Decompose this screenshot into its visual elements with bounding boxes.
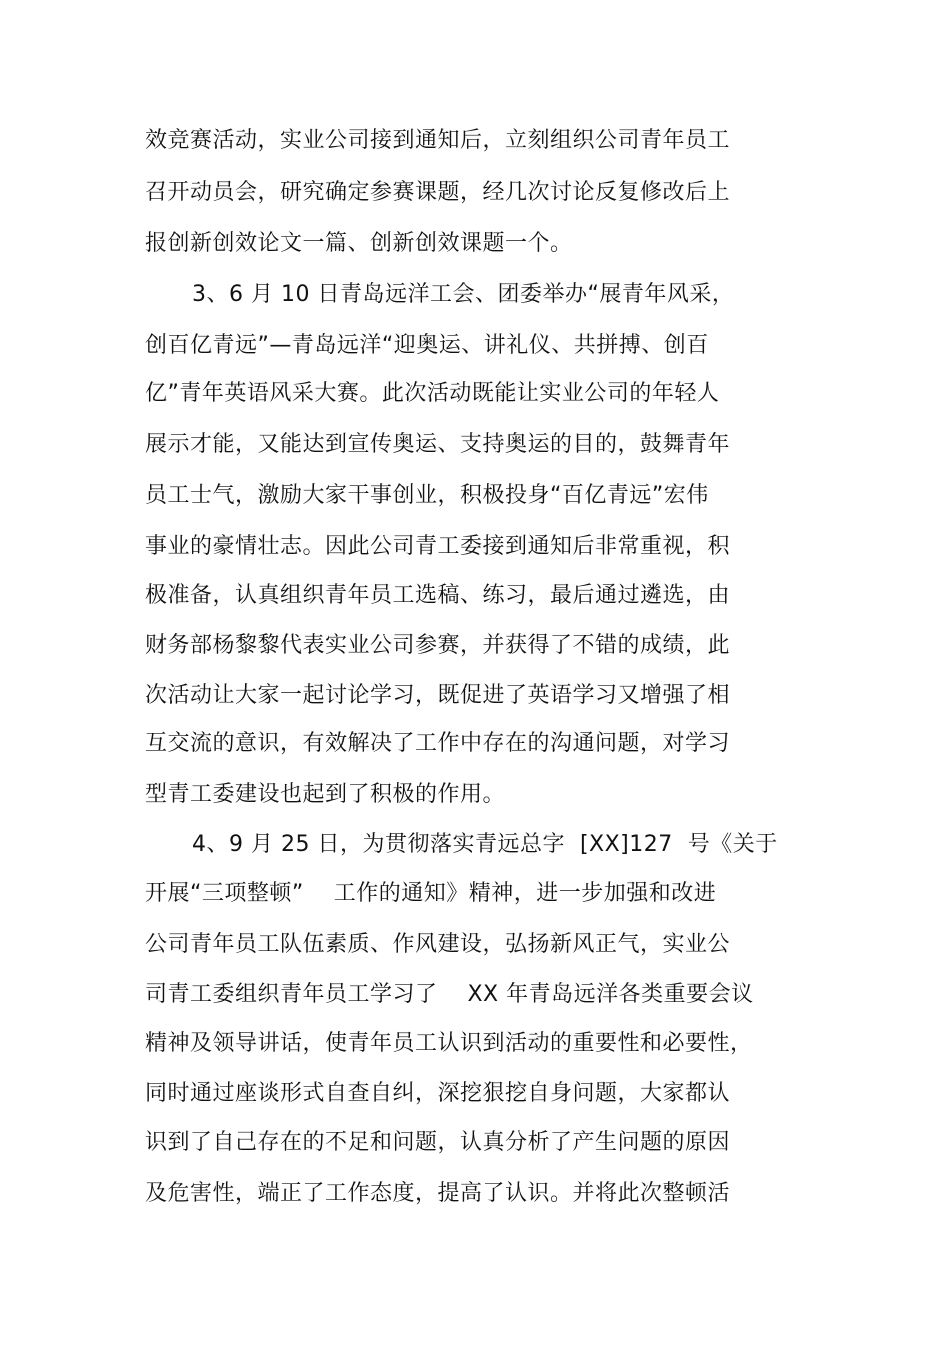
text-line: 型青工委建设也起到了积极的作用。 [145,782,506,807]
text-line: 同时通过座谈形式自查自纠，深挖狠挖自身问题，大家都认 [145,1081,731,1106]
text-line: 报创新创效论文一篇、创新创效课题一个。 [145,231,573,256]
text-line: 互交流的意识，有效解决了工作中存在的沟通问题，对学习 [145,731,731,756]
text-line: 亿”青年英语风采大赛。此次活动既能让实业公司的年轻人 [145,381,720,406]
text-line: 创百亿青远”—青岛远洋“迎奥运、讲礼仪、共拼搏、创百 [145,333,709,358]
text-line: 及危害性，端正了工作态度，提高了认识。并将此次整顿活 [145,1181,731,1206]
text-line: 极准备，认真组织青年员工选稿、练习，最后通过遴选，由 [145,583,731,608]
text-line: 财务部杨黎黎代表实业公司参赛，并获得了不错的成绩，此 [145,633,731,658]
text-line: 召开动员会，研究确定参赛课题，经几次讨论反复修改后上 [145,180,731,205]
text-line: 识到了自己存在的不足和问题，认真分析了产生问题的原因 [145,1130,731,1155]
text-line: 3、6 月 10 日青岛远洋工会、团委举办“展青年风采， [192,282,735,307]
text-line: 4、9 月 25 日，为贯彻落实青远总字 [XX]127 号《关于 [192,832,778,857]
text-line: 公司青年员工队伍素质、作风建设，弘扬新风正气，实业公 [145,932,731,957]
text-line: 精神及领导讲话，使青年员工认识到活动的重要性和必要性， [145,1031,753,1056]
text-line: 展示才能，又能达到宣传奥运、支持奥运的目的，鼓舞青年 [145,432,731,457]
text-line: 开展“三项整顿” 工作的通知》精神，进一步加强和改进 [145,881,717,906]
text-line: 事业的豪情壮志。因此公司青工委接到通知后非常重视，积 [145,534,731,559]
text-line: 员工士气，激励大家干事创业，积极投身“百亿青远”宏伟 [145,483,709,508]
text-line: 司青工委组织青年员工学习了 XX 年青岛远洋各类重要会议 [145,982,754,1007]
text-line: 次活动让大家一起讨论学习，既促进了英语学习又增强了相 [145,683,731,708]
text-line: 效竞赛活动，实业公司接到通知后，立刻组织公司青年员工 [145,128,731,153]
